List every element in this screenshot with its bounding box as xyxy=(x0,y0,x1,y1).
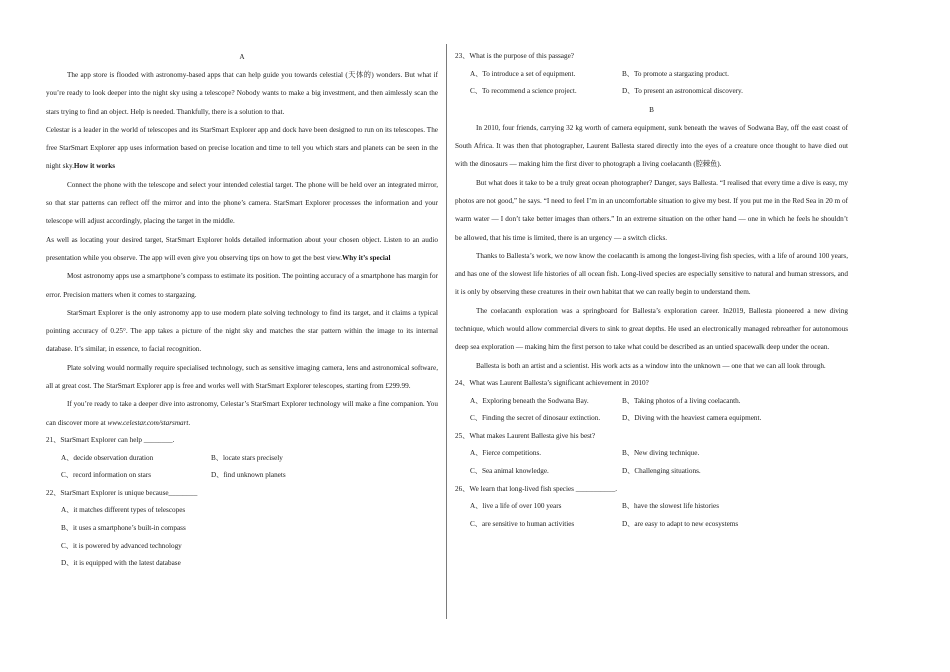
passage-b-paragraph-2: But what does it take to be a truly great ocean photographer? Danger, says Ballesta. “I realised that every time a dive is easy, my photos are not good,” he says. “I need to feel I’m in an uncomfortable situation to give my best. If you put me in the Red Sea in 20 m of warm water — I don’t take better images than others.” In an extreme situation on the other hand — one in which he feels he shouldn’t be allowed, that his time is limited, there is an urgency — a switch clicks. xyxy=(455,178,848,242)
question-26-option-c: C、are sensitive to human activities xyxy=(470,519,575,528)
question-26-option-d: D、are easy to adapt to new ecosystems xyxy=(622,519,739,528)
passage-a-paragraph-4 xyxy=(46,231,438,268)
passage-b-title: B xyxy=(649,105,654,114)
question-23-option-a: A、To introduce a set of equipment. xyxy=(470,69,576,78)
question-24-options-row-2 xyxy=(455,410,848,428)
question-25-option-a: A、Fierce competitions. xyxy=(470,449,542,458)
passage-a-paragraph-2-text: Celestar is a leader in the world of telescopes and its StarSmart Explorer app and dock have been designed to run on its telescopes. The free StarSmart Explorer app uses information based on precise location and time to tell you which stars and planets can be seen in the night sky. xyxy=(46,125,438,171)
question-23-options-row-2 xyxy=(455,83,848,101)
question-26-option-a: A、live a life of over 100 years xyxy=(470,502,562,511)
passage-b-paragraph-4: The coelacanth exploration was a springboard for Ballesta’s exploration career. In2019, Ballesta pioneered a new diving technique, which would allow commercial divers to sink to great depths. He used an electronically managed rebreather for autonomous deep sea exploration — making him the first person to take what could be described as an untied spacewalk deep under the ocean. xyxy=(455,306,848,352)
passage-a-paragraph-3: Connect the phone with the telescope and select your intended celestial target. The phone will be held over an integrated mirror, so that star patterns can reflect off the mirror and into the phone’s camera. StarSmart Explorer processes the information and your telescope will adjust accordingly, placing the target in the middle. xyxy=(46,180,438,226)
question-25-option-b: B、New diving technique. xyxy=(622,449,700,458)
question-21-option-d: D、find unknown planets xyxy=(211,471,286,480)
passage-a-paragraph-8-end: . xyxy=(188,418,191,427)
question-26-options-row-2 xyxy=(455,516,848,534)
question-24-options-row-1 xyxy=(455,393,848,411)
question-24-option-c: C、Finding the secret of dinosaur extinction. xyxy=(470,414,601,423)
question-21-option-c: C、record information on stars xyxy=(61,471,152,480)
question-24-option-a: A、Exploring beneath the Sodwana Bay. xyxy=(470,396,589,405)
passage-a-paragraph-8 xyxy=(46,395,438,432)
passage-a-title: A xyxy=(239,53,245,61)
passage-b-paragraph-5: Ballesta is both an artist and a scientist. His work acts as a window into the unknown — one that we can all look through. xyxy=(476,361,826,370)
question-22-option-b: B、it uses a smartphone’s built-in compass xyxy=(61,523,186,532)
question-26-option-b: B、have the slowest life histories xyxy=(622,502,720,511)
question-25-stem: 25、What makes Laurent Ballesta give his best? xyxy=(455,431,596,440)
celestar-link: www.celestar.com/starsmart xyxy=(107,418,189,427)
question-26-stem: 26、We learn that long-lived fish species ___________. xyxy=(455,484,618,493)
question-24-option-b: B、Taking photos of a living coelacanth. xyxy=(622,396,741,405)
column-divider xyxy=(446,44,447,619)
passage-a-paragraph-2 xyxy=(46,121,438,176)
question-21-stem: 21、StarSmart Explorer can help ________. xyxy=(46,435,175,444)
question-21-options-row-1 xyxy=(46,450,438,468)
right-column xyxy=(455,48,848,533)
question-26-options-row-1 xyxy=(455,498,848,516)
question-23-options-row-1 xyxy=(455,66,848,84)
heading-why-special: Why it’s special xyxy=(342,253,391,262)
passage-a-paragraph-6: StarSmart Explorer is the only astronomy app to use modern plate solving technology to find its target, and it claims a typical pointing accuracy of 0.25°. The app takes a picture of the night sky and matches the star pattern within the image to its internal database. It’s similar, in essence, to facial recognition. xyxy=(46,308,438,354)
heading-how-it-works: How it works xyxy=(73,162,116,171)
question-23-stem: 23、What is the purpose of this passage? xyxy=(455,52,574,60)
question-23-option-b: B、To promote a stargazing product. xyxy=(622,69,729,78)
question-21-options-row-2 xyxy=(46,467,438,485)
question-25-options-row-2 xyxy=(455,463,848,481)
question-22-option-d: D、it is equipped with the latest database xyxy=(61,559,181,568)
question-23-option-d: D、To present an astronomical discovery. xyxy=(622,87,743,96)
question-22-option-c: C、it is powered by advanced technology xyxy=(61,541,182,550)
question-22-stem: 22、StarSmart Explorer is unique because________ xyxy=(46,488,198,497)
passage-a-paragraph-5: Most astronomy apps use a smartphone’s compass to estimate its position. The pointing accuracy of a smartphone has margin for error. Precision matters when it comes to stargazing. xyxy=(46,272,439,299)
question-22-option-a: A、it matches different types of telescopes xyxy=(61,506,186,515)
question-21-option-a: A、decide observation duration xyxy=(61,453,154,462)
passage-a-paragraph-7: Plate solving would normally require specialised technology, such as sensitive imaging camera, lens and astronomical software, all at great cost. The StarSmart Explorer app is free and works well with StarSmart Explorer telescopes, starting from £299.99. xyxy=(46,363,438,391)
question-21-option-b: B、locate stars precisely xyxy=(211,453,283,462)
passage-a-paragraph-8-text: If you’re ready to take a deeper dive into astronomy, Celestar’s StarSmart Explorer technology will make a fine companion. You can discover more at xyxy=(46,400,438,427)
passage-b-paragraph-3: Thanks to Ballesta’s work, we now know the coelacanth is among the longest-living fish species, with a life of around 100 years, and has one of the slowest life histories of all ocean fish. Long-lived species are especially sensitive to natural and human stressors, and it is only by observing these creatures in their own habitat that we can really begin to understand them. xyxy=(455,251,848,297)
question-25-option-c: C、Sea animal knowledge. xyxy=(470,466,549,475)
question-24-stem: 24、What was Laurent Ballesta’s significant achievement in 2010? xyxy=(455,378,649,387)
question-24-option-d: D、Diving with the heaviest camera equipment. xyxy=(622,414,762,423)
passage-b-paragraph-1: In 2010, four friends, carrying 32 kg worth of camera equipment, sunk beneath the waves of Sodwana Bay, off the east coast of South Africa. It was then that photographer, Laurent Ballesta stared directly into the eyes of a creature once thought to have died out with the dinosaurs — making him the first diver to photograph a living coelacanth (腔棘鱼). xyxy=(455,123,848,169)
question-25-options-row-1 xyxy=(455,445,848,463)
question-25-option-d: D、Challenging situations. xyxy=(622,466,701,475)
left-column xyxy=(46,48,438,573)
passage-a-paragraph-4-text: As well as locating your desired target, StarSmart Explorer holds detailed information about your chosen object. Listen to an audio presentation while you observe. The app will even give you observing tips on how to get the best view. xyxy=(46,235,438,262)
passage-a-paragraph-1: The app store is flooded with astronomy-based apps that can help guide you towards celestial (天体的) wonders. But what if you’re ready to look deeper into the night sky using a telescope? Nobody wants to make a big investment, and then aimlessly scan the stars trying to find an object. Help is needed. Thankfully, there is a solution to that. xyxy=(46,71,438,116)
question-23-option-c: C、To recommend a science project. xyxy=(470,87,577,96)
